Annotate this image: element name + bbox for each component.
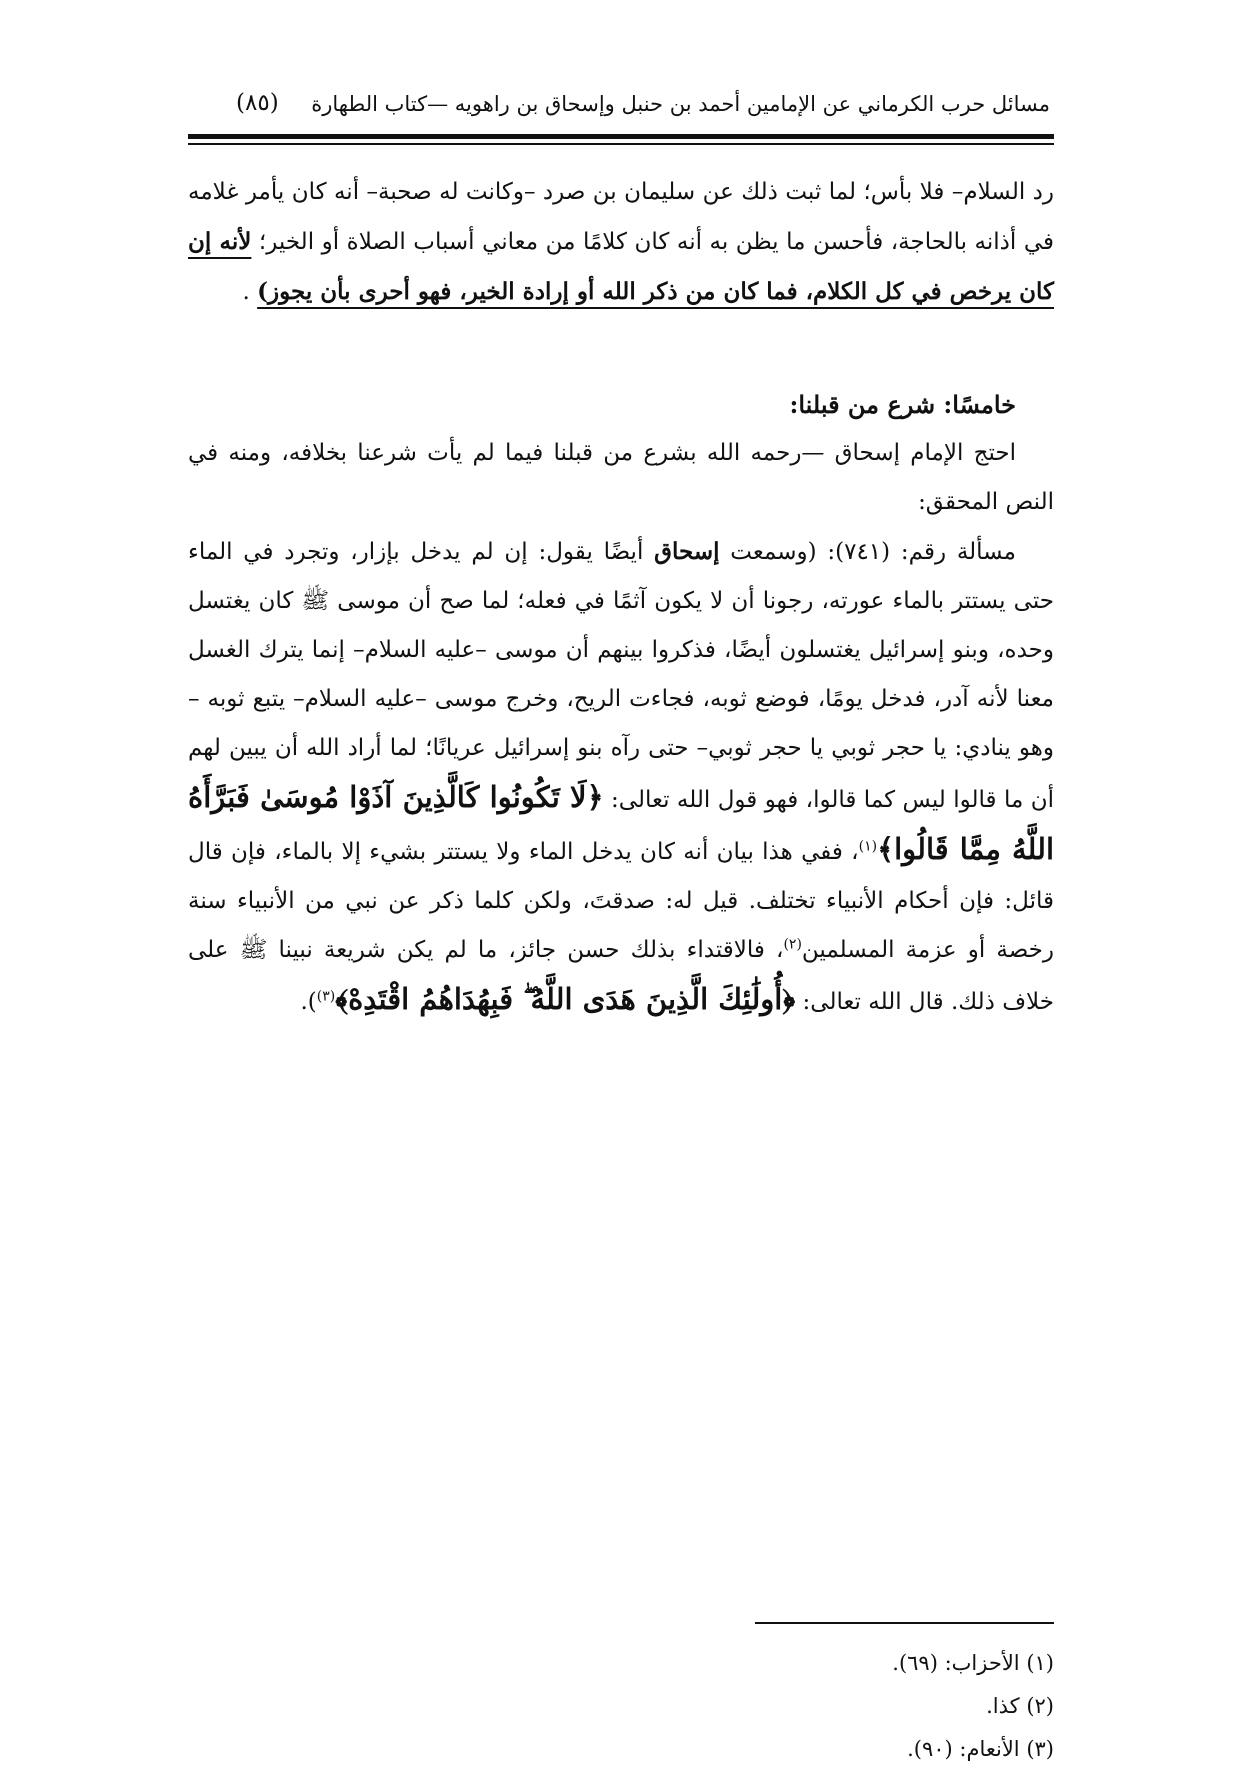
- footnote-ref-1[interactable]: (١): [858, 838, 878, 855]
- section-heading: خامسًا: شرع من قبلنا:: [789, 390, 1016, 419]
- paragraph-1: [188, 168, 1054, 317]
- header-rule-thin: [188, 143, 1054, 145]
- page-number: (٨٥): [236, 90, 279, 116]
- issue-text-end: ).: [300, 989, 317, 1015]
- footnote-ref-2[interactable]: (٢): [783, 936, 802, 953]
- issue-text-2: ، ففي هذا بيان أنه كان يدخل الماء ولا يستتر بشيء إلا بالماء، فإن قال قائل: فإن أحكام الأنبياء تختلف. قيل له: صدقتَ، ولكن كلما ذكر عن نبي من الأنبياء سنة رخصة أو عزمة المسلمين: [188, 839, 1054, 963]
- header-title: مسائل حرب الكرماني عن الإمامين أحمد بن حنبل وإسحاق بن راهويه —كتاب الطهارة: [311, 92, 1050, 116]
- footnote-2: (٢) كذا.: [986, 1694, 1054, 1718]
- issue-intro: مسألة رقم: (٧٤١): (وسمعت: [719, 539, 1016, 565]
- paragraph-1-end: .: [242, 279, 258, 305]
- paragraph-3: [188, 527, 1054, 1027]
- issue-text-3: ، فالاقتداء بذلك حسن جائز، ما لم يكن شريعة نبينا ﷺ على خلاف ذلك. قال الله تعالى:: [188, 937, 1054, 1015]
- footnote-3: (٣) الأنعام: (٩٠).: [907, 1737, 1054, 1761]
- running-header: [188, 86, 1054, 134]
- quran-verse-2: ﴿أُولَٰئِكَ الَّذِينَ هَدَى اللَّهُ ۖ فَبِهُدَاهُمُ اقْتَدِهْ﴾: [335, 982, 796, 1016]
- header-rule-thick: [188, 134, 1054, 139]
- paragraph-2: احتج الإمام إسحاق —رحمه الله بشرع من قبلنا فيما لم يأت شرعنا بخلافه، ومنه في النص المحقق:: [188, 440, 1054, 515]
- underlined-quote: لأنه إن كان يرخص في كل الكلام، فما كان من ذكر الله أو إرادة الخير، فهو أحرى بأن يجوز): [188, 228, 1054, 305]
- main-text: [188, 168, 1054, 1027]
- footnote-separator: [755, 1622, 1054, 1624]
- footnote-ref-3[interactable]: (٣): [316, 988, 336, 1005]
- footnote-1: (١) الأحزاب: (٦٩).: [892, 1651, 1054, 1675]
- issue-text-1: أيضًا يقول: إن لم يدخل بإزار، وتجرد في الماء حتى يستتر بالماء عورته، رجونا أن لا يكون آثمًا في فعله؛ لما صح أن موسى ﷺ كان يغتسل وحده، وبنو إسرائيل يغتسلون أيضًا، فذكروا بينهم أن موسى –عليه السلام– إنما يترك الغسل معنا لأنه آدر، فدخل يومًا، فوضع ثوبه، فجاءت الريح، وخرج موسى –عليه السلام– يتبع ثوبه –وهو ينادي: يا حجر ثوبي يا حجر ثوبي– حتى رآه بنو إسرائيل عريانًا؛ لما أراد الله أن يبين لهم أن ما قالوا ليس كما قالوا، فهو قول الله تعالى:: [188, 539, 1054, 813]
- paragraph-1-text: رد السلام– فلا بأس؛ لما ثبت ذلك عن سليمان بن صرد –وكانت له صحبة– أنه كان يأمر غلامه في أذانه بالحاجة، فأحسن ما يظن به أنه كان كلامًا من معاني أسباب الصلاة أو الخير؛: [188, 179, 1054, 255]
- name-ishaq: إسحاق: [654, 538, 720, 565]
- quran-verse-1: ﴿لَا تَكُونُوا كَالَّذِينَ آذَوْا مُوسَىٰ فَبَرَّأَهُ اللَّهُ مِمَّا قَالُوا﴾: [188, 780, 1054, 866]
- footnotes: [700, 1642, 1054, 1771]
